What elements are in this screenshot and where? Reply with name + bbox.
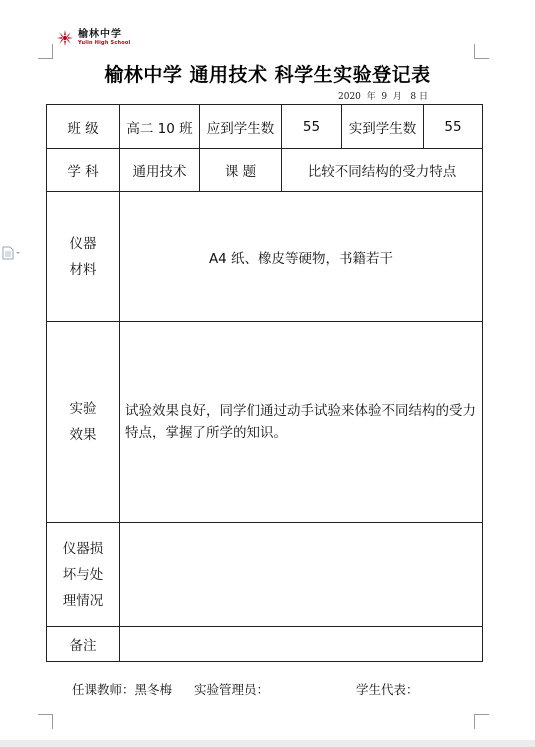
effect-value: 试验效果良好，同学们通过动手试验来体验不同结构的受力特点，掌握了所学的知识。 xyxy=(120,322,483,523)
table-row xyxy=(47,322,483,523)
teacher-signature: 任课教师：黑冬梅 xyxy=(72,682,173,697)
logo-icon xyxy=(56,29,74,47)
manager-signature: 实验管理员： xyxy=(194,682,270,697)
page-corner-mark xyxy=(474,44,489,59)
effect-label-line: 效果 xyxy=(69,427,97,443)
effect-label-line: 实验 xyxy=(69,401,97,417)
class-value: 高二 10 班 xyxy=(120,105,200,149)
damage-label-line: 理情况 xyxy=(62,592,104,609)
signature-footer xyxy=(0,680,535,698)
subject-label: 学 科 xyxy=(47,149,120,192)
remark-label: 备注 xyxy=(47,627,120,662)
equipment-label-line: 仪器 xyxy=(69,235,97,252)
document-title: 榆林中学 通用技术 科学生实验登记表 xyxy=(104,64,431,86)
damage-label xyxy=(47,523,120,627)
topic-label: 课 题 xyxy=(200,149,282,192)
logo-english-name: Yulin High School xyxy=(78,40,131,46)
student-rep-signature: 学生代表： xyxy=(356,682,419,697)
equipment-value: A4 纸、橡皮等硬物，书籍若干 xyxy=(120,192,483,322)
document-icon[interactable] xyxy=(2,246,22,260)
remark-value[interactable] xyxy=(120,627,483,662)
damage-label-line: 坏与处 xyxy=(62,566,104,583)
table-row xyxy=(47,105,483,149)
school-logo xyxy=(56,26,130,50)
page-corner-mark xyxy=(38,714,53,729)
subject-value: 通用技术 xyxy=(120,149,200,192)
equipment-label-line: 材料 xyxy=(69,261,97,278)
page-corner-mark xyxy=(474,714,489,729)
actual-students-value: 55 xyxy=(424,105,483,149)
actual-students-label: 实到学生数 xyxy=(342,105,424,149)
record-date: 2020 年 9 月 8 日 xyxy=(338,92,428,102)
class-label: 班 级 xyxy=(47,105,120,149)
table-row xyxy=(47,627,483,662)
table-row xyxy=(47,149,483,192)
topic-value: 比较不同结构的受力特点 xyxy=(282,149,483,192)
damage-value[interactable] xyxy=(120,523,483,627)
logo-chinese-name: 榆林中学 xyxy=(78,29,122,40)
table-row xyxy=(47,523,483,627)
expected-students-value: 55 xyxy=(282,105,342,149)
expected-students-label: 应到学生数 xyxy=(200,105,282,149)
page-bottom-edge xyxy=(0,740,535,747)
damage-label-line: 仪器损 xyxy=(62,540,104,557)
table-row xyxy=(47,192,483,322)
page-corner-mark xyxy=(38,44,53,59)
experiment-record-table xyxy=(46,104,483,662)
effect-label xyxy=(47,322,120,523)
equipment-label xyxy=(47,192,120,322)
